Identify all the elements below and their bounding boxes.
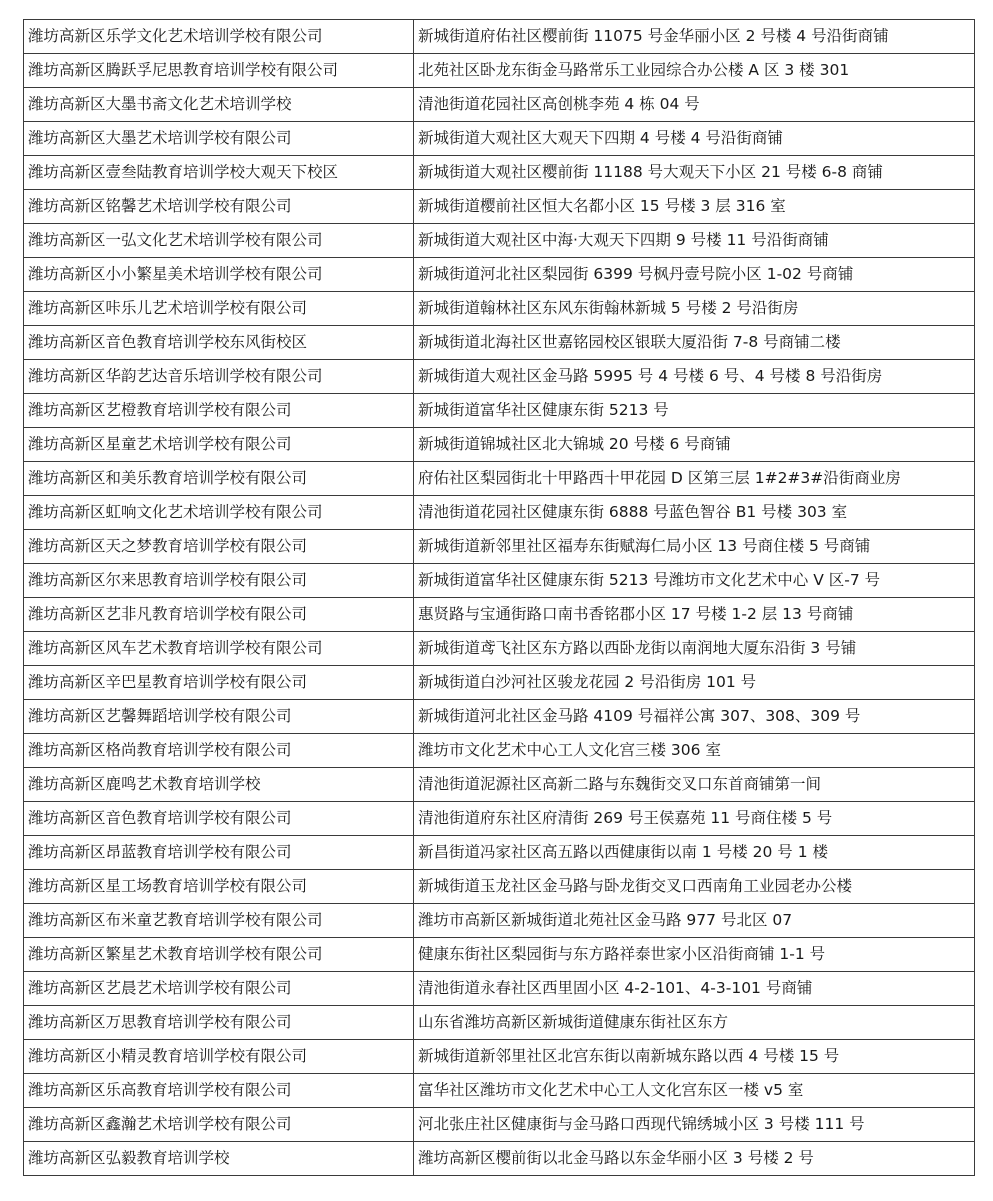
school-address-cell: 新城街道富华社区健康东街 5213 号潍坊市文化艺术中心 V 区-7 号 (414, 564, 975, 598)
table-row (24, 666, 975, 700)
school-address-cell: 新城街道樱前社区恒大名都小区 15 号楼 3 层 316 室 (414, 190, 975, 224)
table-row (24, 632, 975, 666)
table-row (24, 802, 975, 836)
school-address-cell: 北苑社区卧龙东街金马路常乐工业园综合办公楼 A 区 3 楼 301 (414, 54, 975, 88)
school-name-cell: 潍坊高新区昂蓝教育培训学校有限公司 (24, 836, 414, 870)
school-name-cell: 潍坊高新区星工场教育培训学校有限公司 (24, 870, 414, 904)
school-name-cell: 潍坊高新区铭馨艺术培训学校有限公司 (24, 190, 414, 224)
school-name-cell: 潍坊高新区星童艺术培训学校有限公司 (24, 428, 414, 462)
school-address-cell: 府佑社区梨园街北十甲路西十甲花园 D 区第三层 1#2#3#沿街商业房 (414, 462, 975, 496)
school-name-cell: 潍坊高新区鑫瀚艺术培训学校有限公司 (24, 1108, 414, 1142)
school-name-cell: 潍坊高新区艺晨艺术培训学校有限公司 (24, 972, 414, 1006)
school-address-cell: 新城街道锦城社区北大锦城 20 号楼 6 号商铺 (414, 428, 975, 462)
school-address-cell: 清池街道泥源社区高新二路与东魏街交叉口东首商铺第一间 (414, 768, 975, 802)
table-row (24, 394, 975, 428)
school-name-cell: 潍坊高新区大墨书斋文化艺术培训学校 (24, 88, 414, 122)
school-address-cell: 清池街道花园社区健康东街 6888 号蓝色智谷 B1 号楼 303 室 (414, 496, 975, 530)
table-row (24, 1142, 975, 1176)
school-address-cell: 清池街道花园社区高创桃李苑 4 栋 04 号 (414, 88, 975, 122)
school-name-cell: 潍坊高新区天之梦教育培训学校有限公司 (24, 530, 414, 564)
table-row (24, 292, 975, 326)
school-name-cell: 潍坊高新区一弘文化艺术培训学校有限公司 (24, 224, 414, 258)
school-address-cell: 新城街道鸢飞社区东方路以西卧龙街以南润地大厦东沿街 3 号铺 (414, 632, 975, 666)
school-address-cell: 新城街道府佑社区樱前街 11075 号金华丽小区 2 号楼 4 号沿街商铺 (414, 20, 975, 54)
school-address-cell: 富华社区潍坊市文化艺术中心工人文化宫东区一楼 v5 室 (414, 1074, 975, 1108)
school-name-cell: 潍坊高新区壹叁陆教育培训学校大观天下校区 (24, 156, 414, 190)
table-row (24, 1074, 975, 1108)
school-address-cell: 潍坊市文化艺术中心工人文化宫三楼 306 室 (414, 734, 975, 768)
school-address-cell: 新城街道白沙河社区骏龙花园 2 号沿街房 101 号 (414, 666, 975, 700)
school-name-cell: 潍坊高新区鹿鸣艺术教育培训学校 (24, 768, 414, 802)
school-address-cell: 新城街道富华社区健康东街 5213 号 (414, 394, 975, 428)
school-address-cell: 清池街道府东社区府清街 269 号王侯嘉苑 11 号商住楼 5 号 (414, 802, 975, 836)
school-name-cell: 潍坊高新区大墨艺术培训学校有限公司 (24, 122, 414, 156)
table-row (24, 700, 975, 734)
school-name-cell: 潍坊高新区小小繁星美术培训学校有限公司 (24, 258, 414, 292)
table-row (24, 224, 975, 258)
school-name-cell: 潍坊高新区乐高教育培训学校有限公司 (24, 1074, 414, 1108)
table-row (24, 20, 975, 54)
school-address-cell: 新城街道河北社区金马路 4109 号福祥公寓 307、308、309 号 (414, 700, 975, 734)
table-row (24, 122, 975, 156)
school-address-cell: 新城街道大观社区金马路 5995 号 4 号楼 6 号、4 号楼 8 号沿街房 (414, 360, 975, 394)
school-address-cell: 新城街道大观社区樱前街 11188 号大观天下小区 21 号楼 6-8 商铺 (414, 156, 975, 190)
school-address-cell: 新昌街道冯家社区高五路以西健康街以南 1 号楼 20 号 1 楼 (414, 836, 975, 870)
table-row (24, 54, 975, 88)
school-address-cell: 潍坊高新区樱前街以北金马路以东金华丽小区 3 号楼 2 号 (414, 1142, 975, 1176)
school-address-cell: 新城街道新邻里社区福寿东街赋海仁局小区 13 号商住楼 5 号商铺 (414, 530, 975, 564)
school-address-cell: 新城街道玉龙社区金马路与卧龙街交叉口西南角工业园老办公楼 (414, 870, 975, 904)
school-name-cell: 潍坊高新区虹响文化艺术培训学校有限公司 (24, 496, 414, 530)
school-name-cell: 潍坊高新区腾跃孚尼思教育培训学校有限公司 (24, 54, 414, 88)
school-name-cell: 潍坊高新区风车艺术教育培训学校有限公司 (24, 632, 414, 666)
table-row (24, 972, 975, 1006)
table-row (24, 1040, 975, 1074)
school-address-cell: 健康东街社区梨园街与东方路祥泰世家小区沿街商铺 1-1 号 (414, 938, 975, 972)
school-address-cell: 新城街道河北社区梨园街 6399 号枫丹壹号院小区 1-02 号商铺 (414, 258, 975, 292)
school-name-cell: 潍坊高新区艺馨舞蹈培训学校有限公司 (24, 700, 414, 734)
school-registry-table (23, 19, 975, 1176)
table-row (24, 904, 975, 938)
school-address-cell: 惠贤路与宝通街路口南书香铭郡小区 17 号楼 1-2 层 13 号商铺 (414, 598, 975, 632)
table-body (24, 20, 975, 1176)
table-row (24, 1006, 975, 1040)
table-row (24, 258, 975, 292)
table-row (24, 938, 975, 972)
table-row (24, 836, 975, 870)
table-row (24, 496, 975, 530)
school-name-cell: 潍坊高新区咔乐儿艺术培训学校有限公司 (24, 292, 414, 326)
table-row (24, 156, 975, 190)
school-address-cell: 新城街道大观社区大观天下四期 4 号楼 4 号沿街商铺 (414, 122, 975, 156)
table-row (24, 870, 975, 904)
school-name-cell: 潍坊高新区乐学文化艺术培训学校有限公司 (24, 20, 414, 54)
table-row (24, 428, 975, 462)
school-name-cell: 潍坊高新区和美乐教育培训学校有限公司 (24, 462, 414, 496)
table-row (24, 462, 975, 496)
school-name-cell: 潍坊高新区音色教育培训学校有限公司 (24, 802, 414, 836)
school-address-cell: 潍坊市高新区新城街道北苑社区金马路 977 号北区 07 (414, 904, 975, 938)
table-row (24, 734, 975, 768)
school-name-cell: 潍坊高新区繁星艺术教育培训学校有限公司 (24, 938, 414, 972)
table-row (24, 326, 975, 360)
school-address-cell: 新城街道新邻里社区北宫东街以南新城东路以西 4 号楼 15 号 (414, 1040, 975, 1074)
school-address-cell: 山东省潍坊高新区新城街道健康东街社区东方 (414, 1006, 975, 1040)
table-row (24, 530, 975, 564)
school-name-cell: 潍坊高新区万思教育培训学校有限公司 (24, 1006, 414, 1040)
school-address-cell: 新城街道翰林社区东风东街翰林新城 5 号楼 2 号沿街房 (414, 292, 975, 326)
school-registry-sheet (23, 19, 974, 1176)
school-address-cell: 新城街道大观社区中海·大观天下四期 9 号楼 11 号沿街商铺 (414, 224, 975, 258)
school-name-cell: 潍坊高新区辛巴星教育培训学校有限公司 (24, 666, 414, 700)
table-row (24, 1108, 975, 1142)
school-name-cell: 潍坊高新区华韵艺达音乐培训学校有限公司 (24, 360, 414, 394)
school-name-cell: 潍坊高新区弘毅教育培训学校 (24, 1142, 414, 1176)
school-name-cell: 潍坊高新区布米童艺教育培训学校有限公司 (24, 904, 414, 938)
school-name-cell: 潍坊高新区尔来思教育培训学校有限公司 (24, 564, 414, 598)
school-name-cell: 潍坊高新区艺橙教育培训学校有限公司 (24, 394, 414, 428)
school-name-cell: 潍坊高新区艺非凡教育培训学校有限公司 (24, 598, 414, 632)
school-name-cell: 潍坊高新区格尚教育培训学校有限公司 (24, 734, 414, 768)
table-row (24, 598, 975, 632)
table-row (24, 88, 975, 122)
table-row (24, 768, 975, 802)
table-row (24, 564, 975, 598)
table-row (24, 360, 975, 394)
school-name-cell: 潍坊高新区小精灵教育培训学校有限公司 (24, 1040, 414, 1074)
table-row (24, 190, 975, 224)
school-name-cell: 潍坊高新区音色教育培训学校东风街校区 (24, 326, 414, 360)
school-address-cell: 新城街道北海社区世嘉铭园校区银联大厦沿街 7-8 号商铺二楼 (414, 326, 975, 360)
school-address-cell: 清池街道永春社区西里固小区 4-2-101、4-3-101 号商铺 (414, 972, 975, 1006)
school-address-cell: 河北张庄社区健康街与金马路口西现代锦绣城小区 3 号楼 111 号 (414, 1108, 975, 1142)
